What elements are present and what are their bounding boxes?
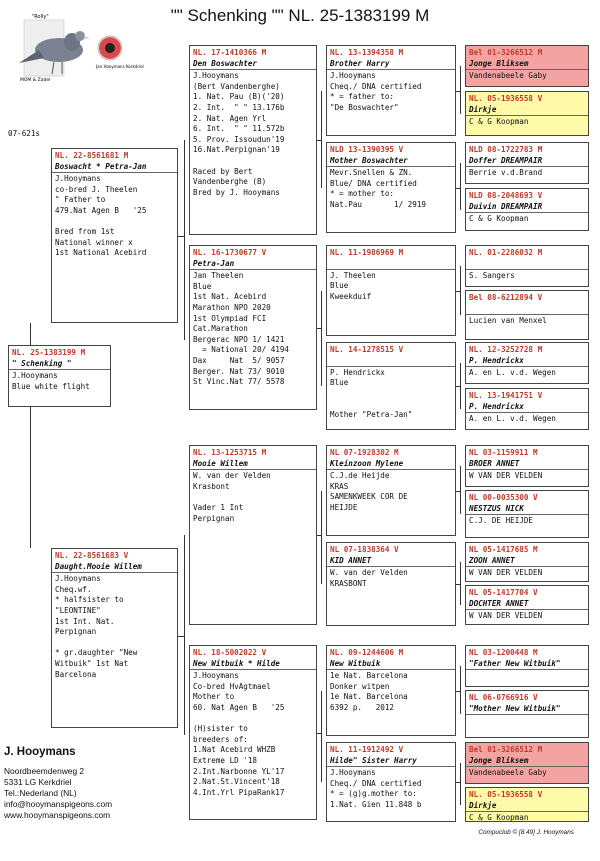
connector-line <box>460 666 461 714</box>
connector-line <box>317 328 321 329</box>
connector-line <box>460 466 461 514</box>
connector-line <box>456 584 460 585</box>
pigeon-name: Mooie Willem <box>190 459 316 471</box>
gg-grandparent-box <box>465 645 589 687</box>
info-line: 1st National Acebird <box>55 248 147 258</box>
info-line: Blue white flight <box>12 381 90 391</box>
info-line: W VAN DER VELDEN <box>469 611 543 621</box>
pigeon-name: DOCHTER ANNET <box>466 599 588 611</box>
ring-number: NL. 12-3252728 M <box>469 345 543 354</box>
info-line: Vandenberghe (B) <box>193 177 267 187</box>
ring-number: NL. 17-1410366 M <box>193 48 267 57</box>
pigeon-name: P. Hendrickx <box>466 402 588 414</box>
info-line: Extreme LD '18 <box>193 755 258 765</box>
info-line: Vandenabeele Gaby <box>469 768 547 778</box>
info-line: Bred from 1st <box>55 227 115 237</box>
gg-grandparent-box <box>465 690 589 738</box>
info-line: Nat.Pau 1/ 2919 <box>330 199 427 209</box>
info-line: SAMENKWEEK COR DE <box>330 492 408 502</box>
info-line: " Father to <box>55 195 106 205</box>
connector-line <box>460 363 461 409</box>
ring-number: NL. 05-1936558 V <box>469 790 543 799</box>
info-line: J.Hooymans <box>193 671 239 681</box>
gg-grandparent-box <box>465 490 589 538</box>
info-line: C.J. DE HEIJDE <box>469 516 534 526</box>
ring-number: NL. 18-5002022 V <box>193 648 267 657</box>
connector-line <box>30 407 31 548</box>
ring-number: NL. 16-1730677 V <box>193 248 267 257</box>
connector-line <box>456 782 460 783</box>
ring-number: NL 07-1838364 V <box>330 545 399 554</box>
info-line: A. en L. v.d. Wegen <box>469 368 556 378</box>
pigeon-name: BROER ANNET <box>466 459 588 471</box>
gg-grandparent-box <box>465 188 589 231</box>
info-line: Blue <box>330 281 349 291</box>
pigeon-name-empty <box>327 259 455 270</box>
info-line: Bred by J. Hooymans <box>193 187 280 197</box>
info-line <box>330 399 452 410</box>
ring-number: NL 03-1159911 M <box>469 448 538 457</box>
info-line: * = mother to: <box>330 189 395 199</box>
ring-number: Bel 01-3266512 M <box>469 745 543 754</box>
footer-address: Noordbeemdenweg 2 <box>4 766 85 776</box>
info-line: 6392 p. 2012 <box>330 702 395 712</box>
info-line: HEIJDE <box>330 502 358 512</box>
info-line: "LEONTINE" <box>55 605 101 615</box>
pigeon-name: Dirkje <box>466 801 588 813</box>
info-line <box>330 389 452 400</box>
info-line: W. van der Velden <box>330 568 408 578</box>
connector-line <box>460 163 461 210</box>
info-line: Jan Theelen <box>193 271 244 281</box>
info-line: Blue/ DNA certified <box>330 178 417 188</box>
info-line: Vandenabeele Gaby <box>469 71 547 81</box>
info-line <box>55 217 174 228</box>
info-line: Blue <box>193 281 212 291</box>
compuclub-credit: Compuclub © [8.49] J. Hooymans <box>478 829 574 836</box>
connector-line <box>456 188 460 189</box>
pigeon-name: KID ANNET <box>327 556 455 568</box>
info-line: National winner x <box>55 237 133 247</box>
pigeon-name-empty <box>327 356 455 367</box>
info-line: Mevr.Snellen & ZN. <box>330 168 413 178</box>
info-line <box>193 156 313 167</box>
great-grandparent-box <box>326 742 456 822</box>
info-line: J.Hooymans <box>330 768 376 778</box>
connector-line <box>317 733 321 734</box>
info-line <box>193 492 313 503</box>
info-line: P. Hendrickx <box>330 367 385 377</box>
gg-grandparent-box <box>465 585 589 625</box>
pigeon-name: Hilde" Sister Harry <box>327 756 455 768</box>
info-line: J.Hooymans <box>55 574 101 584</box>
pigeon-name: P. Hendrickx <box>466 356 588 368</box>
pigeon-name: NESTZUS NICK <box>466 504 588 516</box>
info-line: 2.Int.Narbonne YL'17 <box>193 766 285 776</box>
ring-number: NL. 11-1912492 V <box>330 745 404 754</box>
great-grandparent-box <box>326 542 456 626</box>
ring-number: NLD 08-2048693 V <box>469 191 543 200</box>
ring-number: NL 07-1928302 M <box>330 448 399 457</box>
connector-line <box>317 140 321 141</box>
connector-line <box>321 491 322 585</box>
subject-pigeon-box <box>8 345 111 407</box>
info-line: Lucien van Menxel <box>469 315 547 325</box>
info-line: Dax Nat 5/ 9057 <box>193 355 285 365</box>
connector-line <box>184 535 185 735</box>
grandparent-box <box>189 445 317 625</box>
ring-number: NL. 22-8561681 M <box>55 151 129 160</box>
pigeon-name: Jonge Bliksem <box>466 756 588 768</box>
footer-email[interactable]: info@hooymanspigeons.com <box>4 799 113 809</box>
info-line: Raced by Bert <box>193 166 253 176</box>
info-line: 1st Nat. Acebird <box>193 292 267 302</box>
gg-grandparent-box <box>465 245 589 287</box>
gg-grandparent-box <box>465 388 589 430</box>
connector-line <box>456 291 460 292</box>
info-line: co-bred J. Theelen <box>55 184 138 194</box>
info-line: = National 20/ 4194 <box>193 345 290 355</box>
ring-number: NL. 13-1394358 M <box>330 48 404 57</box>
connector-line <box>456 91 460 92</box>
info-line: J.Hooymans <box>330 71 376 81</box>
pigeon-name: Dirkje <box>466 105 588 117</box>
info-line: 1e Nat. Barcelona <box>330 671 408 681</box>
info-line: C & G Koopman <box>469 117 529 127</box>
info-line: 1. Nat. Pau (B)('20) <box>193 92 285 102</box>
info-line: Cheq./ DNA certified <box>330 81 422 91</box>
info-line: J.Hooymans <box>55 174 101 184</box>
info-line: 1st Int. Nat. <box>55 616 115 626</box>
gg-grandparent-box <box>465 45 589 87</box>
ring-number: NL 00-0035300 V <box>469 493 538 502</box>
grandparent-box <box>189 245 317 410</box>
info-line: 1st Olympiad FCI <box>193 313 267 323</box>
connector-line <box>321 291 322 387</box>
gg-grandparent-box <box>465 91 589 136</box>
pigeon-name: Brother Harry <box>327 59 455 71</box>
info-line: Barcelona <box>55 669 97 679</box>
info-line: (H)sister to <box>193 724 248 734</box>
info-line: Cheq.wf. <box>55 584 92 594</box>
info-line: J.Hooymans <box>193 71 239 81</box>
logo-left-text: MOM & Zadel <box>20 78 51 83</box>
info-line: 60. Nat Agen B '25 <box>193 702 285 712</box>
ring-number: NL. 25-1383199 M <box>12 348 86 357</box>
ring-number: NL. 13-1253715 M <box>193 448 267 457</box>
ring-number: NL. 11-1986969 M <box>330 248 404 257</box>
pigeon-name: Doffer DREAMPAIR <box>466 156 588 168</box>
ring-number: NLD 13-1390395 V <box>330 145 404 154</box>
info-line: Blue <box>330 378 349 388</box>
gg-grandparent-box <box>465 142 589 184</box>
info-line: Vader 1 Int <box>193 502 244 512</box>
gg-grandparent-box <box>465 742 589 784</box>
info-line: Witbuik" 1st Nat <box>55 658 129 668</box>
footer-phone: Tel.:Nederland (NL) <box>4 788 77 798</box>
info-line: Donker witpen <box>330 681 390 691</box>
ring-number: NL. 01-2286032 M <box>469 248 543 257</box>
info-line: 1.Nat Acebird WHZB <box>193 745 276 755</box>
info-line: (Bert Vandenberghe) <box>193 81 280 91</box>
info-line: KRASBONT <box>330 578 367 588</box>
ring-number: Bel 08-6212894 V <box>469 293 543 302</box>
logo-top-text: "Rolly" <box>32 14 49 20</box>
pigeon-name: Boswacht * Petra-Jan <box>52 162 177 174</box>
ring-number: NL. 05-1936558 V <box>469 94 543 103</box>
great-grandparent-box <box>326 645 456 736</box>
info-line: J.Hooymans <box>12 371 58 381</box>
breeder-name: J. Hooymans <box>4 746 76 758</box>
info-line: W. van der Velden <box>193 471 271 481</box>
info-line: * halfsister to <box>55 595 124 605</box>
pigeon-name: Jonge Bliksem <box>466 59 588 71</box>
info-line: 5. Prov. Issoudun'19 <box>193 134 285 144</box>
info-line: 1.Nat. Gien 11.848 b <box>330 799 422 809</box>
sire-box <box>51 148 178 323</box>
great-grandparent-box <box>326 445 456 536</box>
connector-line <box>456 491 460 492</box>
great-grandparent-box <box>326 142 456 233</box>
connector-line <box>456 691 460 692</box>
ring-number: NLD 08-1722783 M <box>469 145 543 154</box>
info-line <box>55 638 174 649</box>
ring-number: NL. 14-1278515 V <box>330 345 404 354</box>
connector-line <box>460 763 461 805</box>
info-line: Cat.Marathon <box>193 324 248 334</box>
info-line: 16.Nat.Perpignan'19 <box>193 145 280 155</box>
great-grandparent-box <box>326 245 456 336</box>
info-line: 6. Int. " " 11.572b <box>193 124 285 134</box>
connector-line <box>460 266 461 315</box>
ring-number: NL. 09-1244606 M <box>330 648 404 657</box>
connector-line <box>184 140 185 340</box>
info-line: * gr.daughter "New <box>55 648 138 658</box>
info-line: Mother "Petra-Jan" <box>330 409 413 419</box>
connector-line <box>30 323 31 345</box>
info-line: St Vinc.Nat 77/ 5578 <box>193 377 285 387</box>
connector-line <box>317 535 321 536</box>
info-line: Bergerac NPO 1/ 1421 <box>193 334 285 344</box>
logo-right-text: Jan Hooymans Kerkdriel <box>96 64 144 69</box>
pigeon-name: Petra-Jan <box>190 259 316 271</box>
pigeon-name: Duivin DREAMPAIR <box>466 202 588 214</box>
grandparent-box <box>189 645 317 820</box>
info-line: Mother to <box>193 692 235 702</box>
great-grandparent-box <box>326 45 456 136</box>
info-line: 4.Int.Yrl PipaRank17 <box>193 787 285 797</box>
connector-line <box>321 91 322 188</box>
info-line: 2.Nat.St.Vincent'18 <box>193 777 280 787</box>
grandparent-box <box>189 45 317 235</box>
info-line: Co-bred HvAgtmael <box>193 681 271 691</box>
pedigree-title: "" Schenking "" NL. 25-1383199 M <box>170 6 430 25</box>
pigeon-name: New Witbuik * Hilde <box>190 659 316 671</box>
info-line: 2. Nat. Agen Yrl <box>193 113 267 123</box>
footer-website[interactable]: www.hooymanspigeons.com <box>4 810 111 820</box>
footer-postcode: 5331 LG Kerkdriel <box>4 777 72 787</box>
info-line: Krasbont <box>193 481 230 491</box>
gg-grandparent-box <box>465 787 589 822</box>
pigeon-name: Mother Boswachter <box>327 156 455 168</box>
info-line: 1e Nat. Barcelona <box>330 692 408 702</box>
connector-line <box>178 636 184 637</box>
pigeon-name: Den Boswachter <box>190 59 316 71</box>
connector-line <box>460 562 461 605</box>
info-line: C.J.de Heijde <box>330 471 390 481</box>
connector-line <box>460 66 461 114</box>
info-line: 479.Nat Agen B '25 <box>55 205 147 215</box>
info-line: A. en L. v.d. Wegen <box>469 414 556 424</box>
ring-number: NL. 13-1941751 V <box>469 391 543 400</box>
info-line: Perpignan <box>55 627 97 637</box>
pigeon-name: "Mother New Witbuik" <box>466 704 588 716</box>
ring-number: Bel 01-3266512 M <box>469 48 543 57</box>
info-line <box>193 714 313 725</box>
dam-box <box>51 548 178 728</box>
connector-line <box>456 386 460 387</box>
pigeon-name: " Schenking " <box>9 359 110 371</box>
ring-number: NL 05-1417704 V <box>469 588 538 597</box>
info-line: Kweekduif <box>330 291 372 301</box>
info-line: C & G Koopman <box>469 214 529 224</box>
pigeon-name: Daught.Mooie Willem <box>52 562 177 574</box>
info-line: KRAS <box>330 481 349 491</box>
connector-line <box>321 691 322 783</box>
info-line: Berger. Nat 73/ 9010 <box>193 366 285 376</box>
info-line: Cheq./ DNA certified <box>330 778 422 788</box>
pigeon-name-empty <box>466 304 588 315</box>
side-code: 07-621s <box>8 129 41 138</box>
info-line: * = (g)g.mother to: <box>330 789 417 799</box>
ring-number: NL 03-1200448 M <box>469 648 538 657</box>
info-line: Berrie v.d.Brand <box>469 168 543 178</box>
info-line: Marathon NPO 2020 <box>193 302 271 312</box>
info-line: Perpignan <box>193 513 235 523</box>
gg-grandparent-box <box>465 445 589 487</box>
pigeon-logo <box>14 8 144 88</box>
pigeon-name-empty <box>466 259 588 270</box>
info-line: breeders of: <box>193 734 248 744</box>
pigeon-name: "Father New Witbuik" <box>466 659 588 671</box>
ring-number: NL 05-1417685 M <box>469 545 538 554</box>
info-line: 2. Int. " " 13.176b <box>193 102 285 112</box>
info-line: "De Boswachter" <box>330 102 399 112</box>
gg-grandparent-box <box>465 542 589 582</box>
connector-line <box>178 236 184 237</box>
gg-grandparent-box <box>465 342 589 384</box>
info-line: S. Sangers <box>469 270 515 280</box>
great-grandparent-box <box>326 342 456 430</box>
pigeon-name: ZOON ANNET <box>466 556 588 568</box>
pigeon-name: New Witbuik <box>327 659 455 671</box>
info-line: * = father to: <box>330 92 395 102</box>
ring-number: NL. 22-8561683 V <box>55 551 129 560</box>
pigeon-name: Kleinzoon Mylene <box>327 459 455 471</box>
info-line: J. Theelen <box>330 270 376 280</box>
info-line: W VAN DER VELDEN <box>469 568 543 578</box>
ring-number: NL 06-0766916 V <box>469 693 538 702</box>
info-line: W VAN DER VELDEN <box>469 471 543 481</box>
info-line: C & G Koopman <box>469 813 529 823</box>
gg-grandparent-box <box>465 290 589 340</box>
